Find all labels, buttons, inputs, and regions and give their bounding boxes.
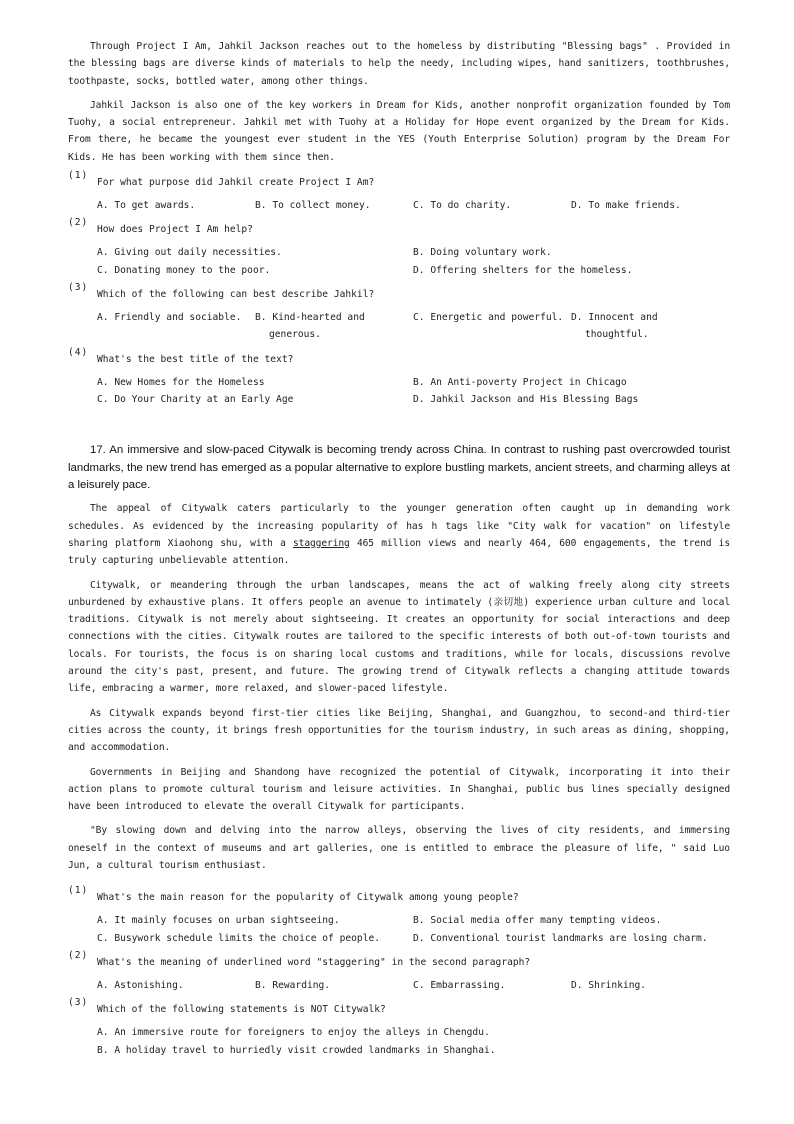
passage-a-paragraph-1: Through Project I Am, Jahkil Jackson reaches out to the homeless by distributing "Blessing bags" . Provided in the blessing bags are diverse kinds of materials to help the needy, including wipes, hand sanitizers, toothbrushes, toothpaste, socks, bottled water, among other things.: [68, 41, 730, 87]
document-page: [68, 38, 730, 1065]
passage-b-paragraph-3: As Citywalk expands beyond first-tier cities like Beijing, Shanghai, and Guangzhou, to second-and third-tier cities across the county, it brings fresh opportunities for the tourism industry, in such areas as dining, shopping, and accommodation.: [68, 707, 730, 754]
option-d[interactable]: D. Jahkil Jackson and His Blessing Bags: [413, 393, 639, 405]
option-c[interactable]: C. To do charity.: [413, 200, 512, 212]
question-number: (2): [68, 217, 89, 229]
question-number: (3): [68, 281, 89, 293]
question-stem: Which of the following can best describe Jahkil?: [97, 288, 375, 300]
option-b[interactable]: B. Doing voluntary work.: [413, 247, 552, 259]
option-c-text: C. Energetic and powerful.: [413, 311, 564, 323]
underlined-word: staggering: [292, 537, 350, 549]
question-b1: [68, 885, 730, 912]
question-a2: [68, 217, 730, 244]
option-d-text: D. Innocent and thoughtful.: [571, 311, 658, 341]
options-a3: [97, 309, 730, 344]
question-number: (4): [68, 346, 89, 358]
options-a1: [97, 197, 730, 214]
passage-b-heading: 17. An immersive and slow-paced Citywalk is becoming trendy across China. In contrast to rushing past overcrowded tourist landmarks, the new trend has emerged as a popular alternative to explore bustling markets, ancient streets, and charming alleys at a leisurely pace.: [68, 444, 730, 491]
option-c[interactable]: [413, 309, 571, 344]
option-a[interactable]: A. An immersive route for foreigners to enjoy the alleys in Chengdu.: [97, 1027, 490, 1039]
question-a1: [68, 170, 730, 197]
question-stem: For what purpose did Jahkil create Project I Am?: [97, 177, 375, 189]
question-number: (2): [68, 949, 89, 961]
option-b[interactable]: B. To collect money.: [255, 200, 371, 212]
option-d[interactable]: D. Conventional tourist landmarks are losing charm.: [413, 932, 708, 944]
passage-b-paragraph-4: Governments in Beijing and Shandong have recognized the potential of Citywalk, incorporating it into their action plans to promote cultural tourism and leisure activities. In Shanghai, public bus lines specially designed have been introduced to elevate the overall Citywalk for participants.: [68, 766, 730, 813]
option-d[interactable]: D. Offering shelters for the homeless.: [413, 264, 633, 276]
question-b3: [68, 997, 730, 1024]
option-c[interactable]: C. Busywork schedule limits the choice of people.: [97, 932, 381, 944]
option-a[interactable]: A. Giving out daily necessities.: [97, 247, 282, 259]
question-number: (1): [68, 885, 89, 897]
question-b2: [68, 949, 730, 977]
option-b[interactable]: B. Social media offer many tempting videos.: [413, 915, 662, 927]
options-b3: [97, 1024, 730, 1059]
question-number: (1): [68, 170, 89, 182]
question-stem: Which of the following statements is NOT Citywalk?: [97, 1004, 386, 1016]
option-a[interactable]: [97, 309, 255, 344]
option-d[interactable]: D. To make friends.: [571, 200, 681, 212]
question-stem: What's the main reason for the popularity of Citywalk among young people?: [97, 892, 519, 904]
option-a[interactable]: A. Astonishing.: [97, 979, 184, 991]
paragraph-text: 465 million views and nearly 464, 600 engagements, the trend is truly capturing unbelievable attention.: [68, 537, 730, 567]
passage-b-paragraph-1: [68, 500, 730, 569]
option-b-text: B. Kind-hearted and generous.: [255, 311, 365, 341]
option-b[interactable]: [255, 309, 413, 344]
option-c[interactable]: C. Do Your Charity at an Early Age: [97, 393, 294, 405]
question-stem: What's the best title of the text?: [97, 353, 294, 365]
options-a2: [97, 244, 730, 279]
option-a[interactable]: A. To get awards.: [97, 200, 196, 212]
passage-b-paragraph-2: Citywalk, or meandering through the urban landscapes, means the act of walking freely along city streets unburdened by exhaustive plans. It offers people an avenue to intimately (亲切地) experience urban culture and local traditions. Citywalk is not merely about sightseeing. It creates an opportunity for social interactions and deep connections with the cities. Citywalk routes are tailored to the specific interests of both out-of-town tourists and locals. For tourists, the focus is on sharing local customs and traditions, while for locals, discussions revolve around the city's past, present, and future. The growing trend of Citywalk reflects a changing attitude towards life, embracing a warmer, more relaxed, and slower-paced lifestyle.: [68, 579, 730, 695]
options-b2: [97, 977, 730, 994]
passage-b-paragraph-5: "By slowing down and delving into the narrow alleys, observing the lives of city residents, and immersing oneself in the context of museums and art galleries, one is entitled to embrace the pleasure of life, " said Luo Jun, a cultural tourism enthusiast.: [68, 825, 730, 872]
option-a-text: A. Friendly and sociable.: [97, 311, 242, 323]
option-d[interactable]: [571, 309, 729, 344]
option-c[interactable]: C. Embarrassing.: [413, 979, 506, 991]
options-b1: [97, 912, 730, 947]
question-number: (3): [68, 997, 89, 1009]
paragraph-text: The appeal of Citywalk caters particularly to the younger generation often caught up in demanding work schedules. As evidenced by the increasing popularity of has h tags like "City walk for vacation" on lifestyle sharing platform Xiaohong shu, with a: [68, 503, 730, 549]
question-a4: [68, 346, 730, 374]
option-b[interactable]: B. An Anti-poverty Project in Chicago: [413, 376, 627, 388]
question-a3: [68, 281, 730, 309]
question-stem: What's the meaning of underlined word "staggering" in the second paragraph?: [97, 956, 531, 968]
passage-a-paragraph-2: Jahkil Jackson is also one of the key workers in Dream for Kids, another nonprofit organization founded by Tom Tuohy, a social entrepreneur. Jahkil met with Tuohy at a Holiday for Hope event organized by the Dream for Kids. From there, he became the youngest ever student in the YES (Youth Enterprise Solution) program by the Dream For Kids. He has been working with them since then.: [68, 99, 730, 163]
option-b[interactable]: B. Rewarding.: [255, 979, 331, 991]
option-b[interactable]: B. A holiday travel to hurriedly visit crowded landmarks in Shanghai.: [97, 1044, 496, 1056]
option-c[interactable]: C. Donating money to the poor.: [97, 264, 271, 276]
option-a[interactable]: A. It mainly focuses on urban sightseeing.: [97, 915, 340, 927]
option-a[interactable]: A. New Homes for the Homeless: [97, 376, 265, 388]
option-d[interactable]: D. Shrinking.: [571, 979, 647, 991]
options-a4: [97, 374, 730, 409]
question-stem: How does Project I Am help?: [97, 224, 253, 236]
